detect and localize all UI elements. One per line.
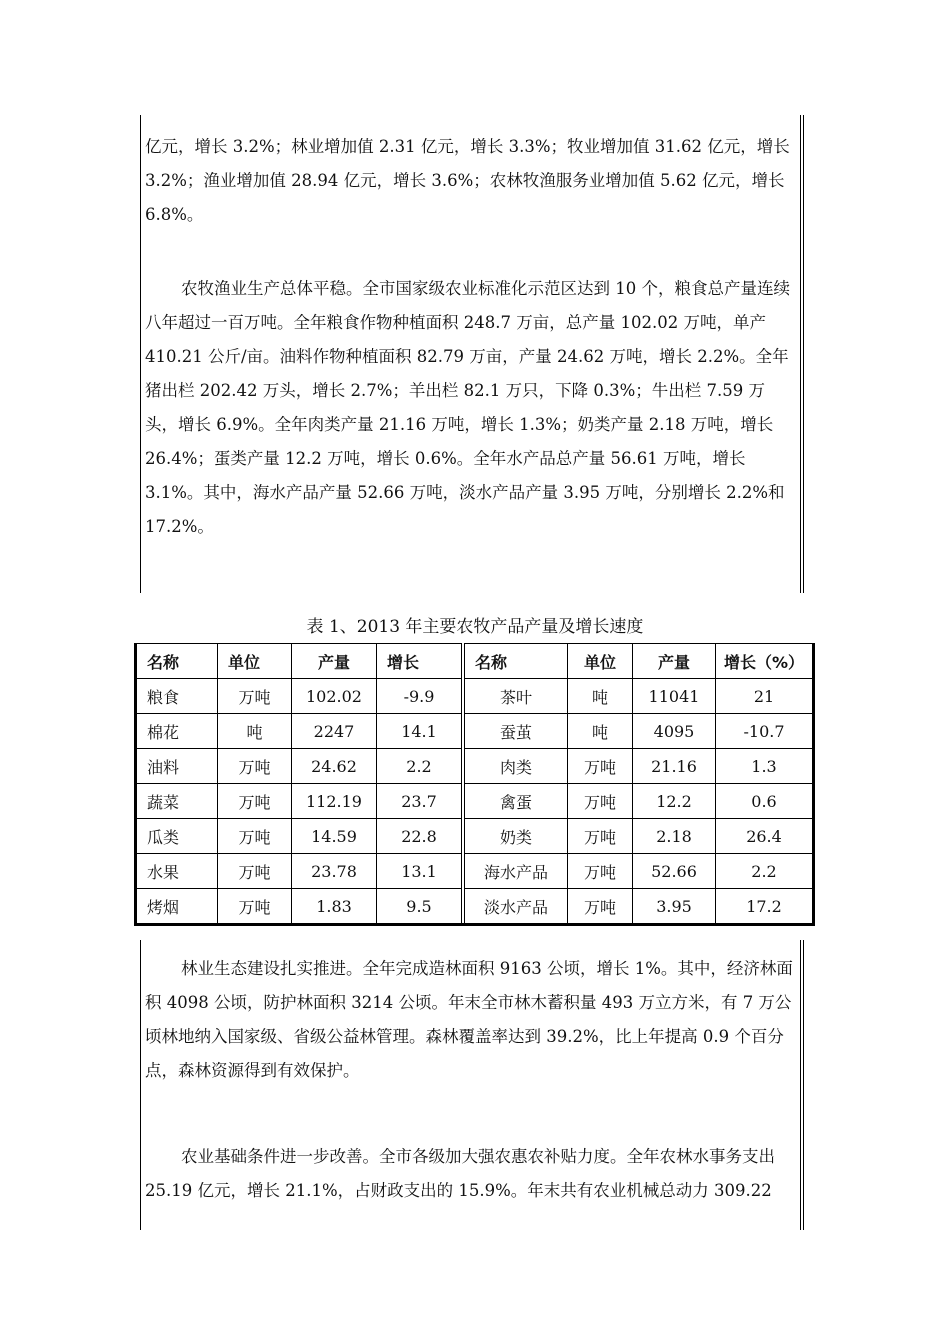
paragraph-value-added: 亿元，增长 3.2%；林业增加值 2.31 亿元，增长 3.3%；牧业增加值 31.62 亿元，增长 3.2%；渔业增加值 28.94 亿元，增长 3.6%；农林牧渔服务业增加值 5.62 亿元，增长 6.8%。 bbox=[145, 137, 790, 224]
paragraph-infrastructure: 农业基础条件进一步改善。全市各级加大强农惠农补贴力度。全年农林水事务支出 25.19 亿元，增长 21.1%，占财政支出的 15.9%。年末共有农业机械总动力 309.22 bbox=[145, 1147, 775, 1200]
table-row: 棉花 吨 2247 14.1 蚕茧 吨 4095 -10.7 bbox=[136, 714, 814, 749]
table-row: 蔬菜 万吨 112.19 23.7 禽蛋 万吨 12.2 0.6 bbox=[136, 784, 814, 819]
header-name-right: 名称 bbox=[465, 644, 568, 679]
frame-right-line-outer bbox=[803, 115, 804, 593]
header-output-left: 产量 bbox=[292, 644, 377, 679]
header-name-left: 名称 bbox=[136, 644, 218, 679]
table-caption: 表 1、2013 年主要农牧产品产量及增长速度 bbox=[306, 617, 644, 637]
header-unit-right: 单位 bbox=[568, 644, 633, 679]
frame-left-line-lower bbox=[140, 940, 141, 1230]
header-output-right: 产量 bbox=[633, 644, 716, 679]
table-row: 水果 万吨 23.78 13.1 海水产品 万吨 52.66 2.2 bbox=[136, 854, 814, 889]
frame-right-line-lower-outer bbox=[803, 940, 804, 1230]
frame-left-line bbox=[140, 115, 141, 593]
table-header-row bbox=[136, 644, 814, 679]
products-table bbox=[134, 643, 815, 926]
header-unit-left: 单位 bbox=[218, 644, 292, 679]
paragraph-agri-production: 农牧渔业生产总体平稳。全市国家级农业标准化示范区达到 10 个，粮食总产量连续八年超过一百万吨。全年粮食作物种植面积 248.7 万亩，总产量 102.02 万吨，单产 410.21 公斤/亩。油料作物种植面积 82.79 万亩，产量 24.62 万吨，增长 2.2%。全年猪出栏 202.42 万头，增长 2.7%；羊出栏 82.1 万只，下降 0.3%；牛出栏 7.59 万头，增长 6.9%。全年肉类产量 21.16 万吨，增长 1.3%；奶类产量 2.18 万吨，增长 26.4%；蛋类产量 12.2 万吨，增长 0.6%。全年水产品总产量 56.61 万吨，增长 3.1%。其中，海水产品产量 52.66 万吨，淡水产品产量 3.95 万吨，分别增长 2.2%和 17.2%。 bbox=[145, 279, 790, 536]
frame-right-line-lower bbox=[800, 940, 801, 1230]
table-row: 粮食 万吨 102.02 -9.9 茶叶 吨 11041 21 bbox=[136, 679, 814, 714]
table-row: 瓜类 万吨 14.59 22.8 奶类 万吨 2.18 26.4 bbox=[136, 819, 814, 854]
header-growth-right: 增长（%） bbox=[716, 644, 814, 679]
paragraph-forestry: 林业生态建设扎实推进。全年完成造林面积 9163 公顷，增长 1%。其中，经济林面积 4098 公顷，防护林面积 3214 公顷。年末全市林木蓄积量 493 万立方米，有 7 万公顷林地纳入国家级、省级公益林管理。森林覆盖率达到 39.2%，比上年提高 0.9 个百分点，森林资源得到有效保护。 bbox=[145, 959, 793, 1080]
frame-right-line bbox=[800, 115, 801, 593]
table-row: 油料 万吨 24.62 2.2 肉类 万吨 21.16 1.3 bbox=[136, 749, 814, 784]
table-row: 烤烟 万吨 1.83 9.5 淡水产品 万吨 3.95 17.2 bbox=[136, 889, 814, 925]
header-growth-left: 增长 bbox=[377, 644, 462, 679]
